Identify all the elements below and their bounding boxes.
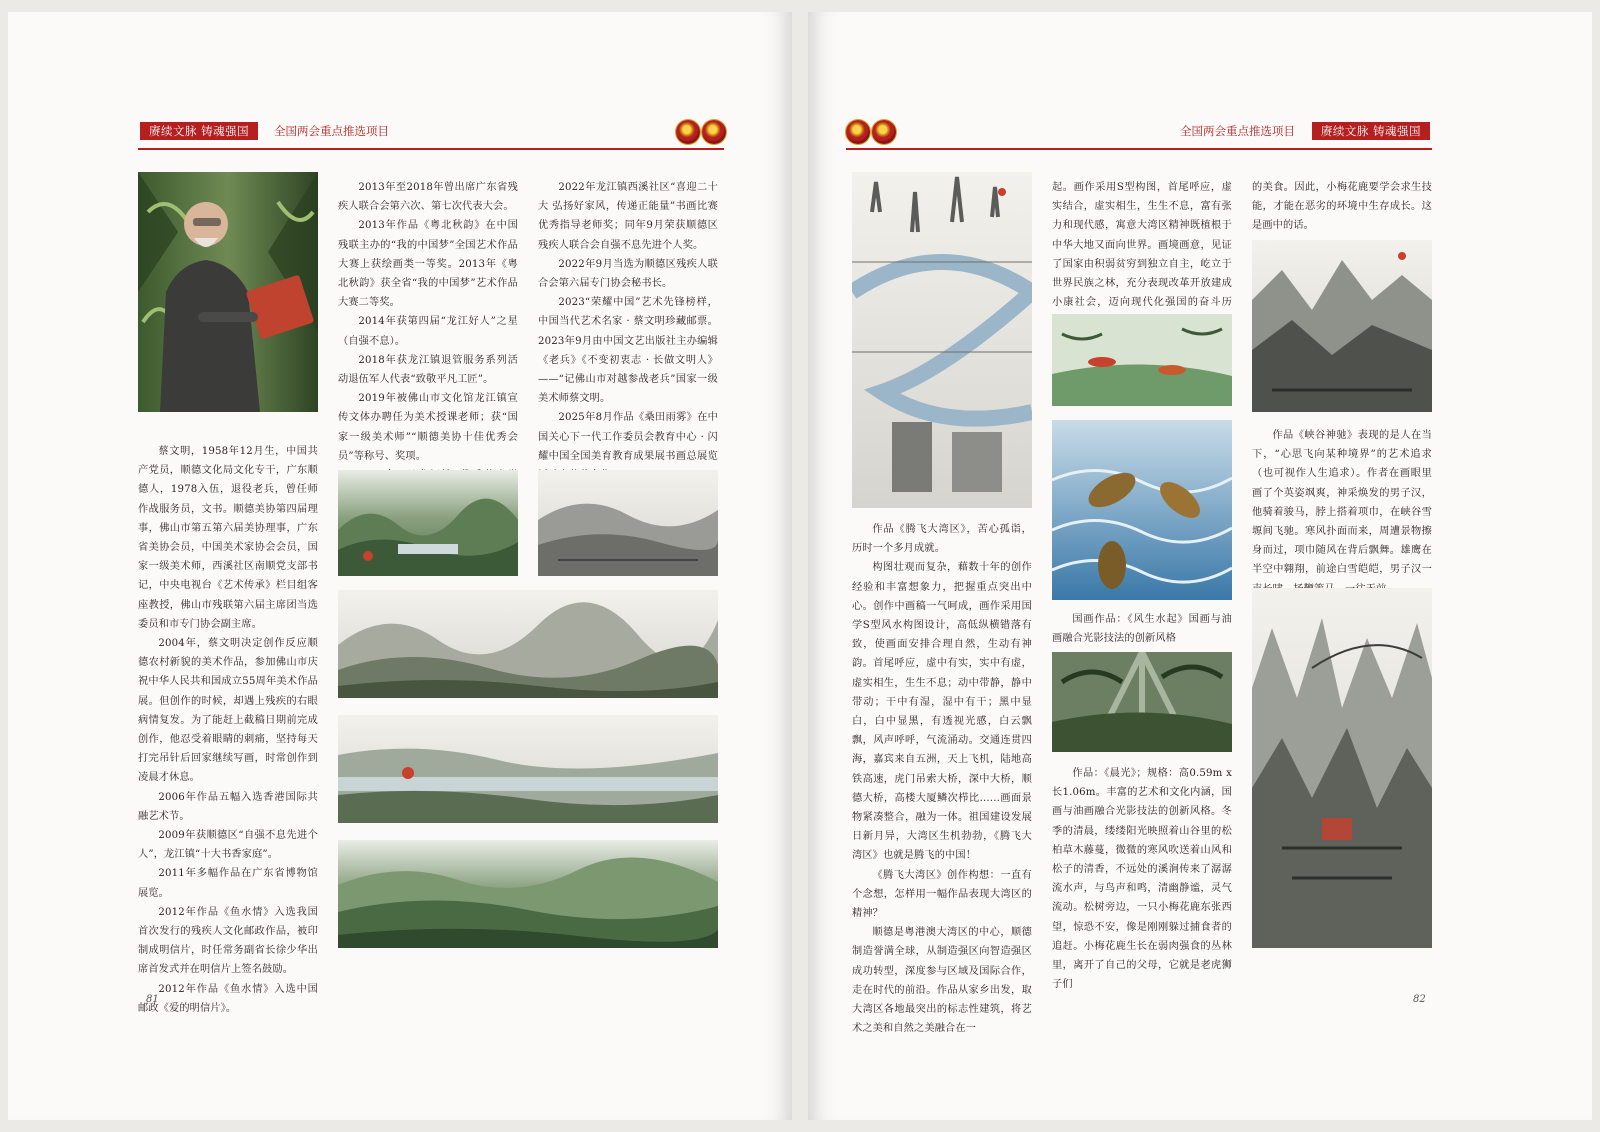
emblem-icon bbox=[702, 120, 726, 144]
painting-mountain-scroll bbox=[338, 590, 718, 698]
page-number: 81 bbox=[146, 994, 159, 1005]
right-col2-caption bbox=[1052, 610, 1232, 648]
painting-morning-light bbox=[1052, 652, 1232, 752]
paragraph: 2011年多幅作品在广东省博物馆展览。 bbox=[138, 868, 318, 899]
paragraph: 起。画作采用S型构图，首尾呼应，虚实结合，虚实相生，生生不息，富有张力和现代感，寓意大湾区精神既植根于中华大地又面向世界。画境画意，见证了国家由积弱贫穷到独立自主，屹立于世界民族之林，充分表现改革开放建成小康社会，迈向现代化强国的奋斗历 bbox=[1052, 182, 1232, 309]
left-col3 bbox=[538, 178, 718, 485]
left-col2 bbox=[338, 178, 518, 504]
emblem-icon bbox=[676, 120, 700, 144]
paragraph: 构图壮观而复杂，藉数十年的创作经验和丰富想象力，把握重点突出中心。创作中画稿一气呵成，画作采用国学S型风水构图设计，高低纵横错落有致，使画面安排合理自然，生动有神韵。首尾呼应，虚中有实，实中有虚，虚实相生，生生不息；动中带静，静中带动；干中有湿，湿中有干；黑中显白，白中显黑，有透视光感，白云飘飘，风声呼呼，气流涌动。交通连贯四海，嘉宾来自五洲，天上飞机，陆地高铁高速，虎门吊索大桥，深中大桥，顺德大桥，高楼大厦鳞次栉比……画面景物紧凑整合，融为一体。祖国建设发展日新月异，大湾区生机勃勃，《腾飞大湾区》也就是腾飞的中国！ bbox=[852, 562, 1032, 862]
paragraph: 顺德是粤港澳大湾区的中心，顺德制造誉满全球，从制造强区向智造强区成功转型，深度参与区域及国际合作，走在时代的前沿。作品从家乡出发，取大湾区各地最突出的标志性建筑，将艺术之美和自然之美融合在一 bbox=[852, 927, 1032, 1035]
paragraph: 2009年获顺德区“自强不息先进个人”，龙江镇“十大书香家庭”。 bbox=[138, 830, 318, 861]
painting-fish-in-water bbox=[1052, 420, 1232, 600]
paragraph: 作品《峡谷神驰》表现的是人在当下，“心思飞向某种境界”的艺术追求（也可视作人生追求）。作者在画眼里画了个英姿飒爽，神采焕发的男子汉，他骑着骏马，脖上搭着项巾，在峡谷雪塬间飞驰。寒风扑面而来，周遭景物擦身而过，项巾随风在背后飘舞。雄鹰在半空中翱翔，前途白雪皑皑，男子汉一 bbox=[1252, 430, 1432, 576]
painting-canyon-rider bbox=[1252, 240, 1432, 412]
right-col3-mid bbox=[1252, 426, 1432, 599]
paragraph: 2012年作品《鱼水情》入选中国邮政《爱的明信片》。 bbox=[138, 983, 318, 1014]
painting-landscape bbox=[338, 470, 518, 576]
paragraph: 《腾飞大湾区》创作构想：一直有个念想，怎样用一幅作品表现大湾区的精神？ bbox=[852, 869, 1032, 920]
header-rule bbox=[846, 148, 1432, 150]
right-header bbox=[846, 120, 1432, 150]
right-col1 bbox=[852, 520, 1032, 1038]
right-page bbox=[808, 12, 1592, 1120]
paragraph: 2023“荣耀中国”艺术先锋榜样，中国当代艺术名家 · 蔡文明珍藏邮票。2023年9月由中国文艺出版社主办编辑《老兵》《不变初衷志 · 长做文明人》——“记佛山市对越参战老兵”国家一级美术师蔡文明。 bbox=[538, 297, 718, 405]
paragraph: 2012年作品《鱼水情》入选我国首次发行的残疾人文化邮政作品，被印制成明信片，时任常务副省长徐少华出席首发式并在明信片上签名鼓励。 bbox=[138, 906, 318, 976]
painting-village bbox=[538, 470, 718, 576]
painting-green-valley bbox=[338, 840, 718, 948]
author-portrait bbox=[138, 172, 318, 412]
emblem-icon bbox=[846, 120, 870, 144]
paragraph: 2022年龙江镇西溪社区“喜迎二十大 弘扬好家风，传递正能量”书画比赛优秀指导老师奖；同年9月荣获顺德区残疾人联合会自强不息先进个人奖。 bbox=[538, 182, 718, 251]
left-page bbox=[8, 12, 792, 1120]
painting-greater-bay-area bbox=[852, 172, 1032, 508]
header-project: 全国两会重点推选项目 bbox=[1180, 124, 1295, 138]
left-header bbox=[138, 120, 724, 150]
paragraph: 2006年作品五幅入选香港国际共融艺术节。 bbox=[138, 791, 318, 822]
paragraph: 作品：《晨光》；规格：高0.59m x 长1.06m。丰富的艺术和文化内涵，国画与油画融合光影技法的创新风格。冬季的清晨，缕缕阳光映照着山谷里的松柏草木藤蔓，微微的寒风吹送着山风和松子的清香，不远处的溪涧传来了潺潺流水声，与鸟声和鸣，清幽静谧，灵气流动。松树旁边，一只小梅花鹿东张西望，惊恐不安，像是刚刚躲过捕食者的追赶。小梅花鹿生长在弱肉强食的丛林里，离开了自己的父母，它就是老虎狮子们 bbox=[1052, 768, 1232, 991]
figure-caption: 作品《腾飞大湾区》，苦心孤诣，历时一个多月成就。 bbox=[852, 524, 1032, 555]
header-rule bbox=[138, 148, 724, 150]
painting-fish-pond bbox=[1052, 314, 1232, 406]
painting-gorge-bridge bbox=[1252, 588, 1432, 948]
paragraph: 2019年被佛山市文化馆龙江镇宣传文体办聘任为美术授课老师；获“国家一级美术师”“顺德美协十佳优秀会员”等称号、奖项。 bbox=[338, 393, 518, 462]
header-badge: 赓续文脉 铸魂强国 bbox=[140, 122, 258, 140]
painting-river-town bbox=[338, 715, 718, 823]
paragraph: 的美食。因此，小梅花鹿要学会求生技能，才能在恶劣的环境中生存成长。这是画中的话。 bbox=[1252, 182, 1432, 232]
paragraph: 2025年8月作品《桑田雨雾》在中国关心下一代工作委员会教育中心 · 闪耀中国全国美育教育成果展书画总展览 bbox=[538, 412, 718, 462]
paragraph: 2022年9月当选为顺德区残疾人联合会第六届专门协会秘书长。 bbox=[538, 258, 718, 290]
paragraph: 2013年作品《粤北秋韵》在中国残联主办的“我的中国梦”全国艺术作品大赛上获绘画类一等奖。2013年《粤北秋韵》获全省“我的中国梦”艺术作品大赛二等奖。 bbox=[338, 220, 518, 309]
figure-caption: 国画作品：《风生水起》国画与油画融合光影技法的创新风格 bbox=[1052, 614, 1232, 645]
paragraph: 2013年至2018年曾出席广东省残疾人联合会第六次、第七次代表大会。 bbox=[338, 182, 518, 213]
right-col2-bottom bbox=[1052, 764, 1232, 994]
paragraph: 2004年，蔡文明决定创作反应顺德农村新貌的美术作品，参加佛山市庆祝中华人民共和国成立55周年美术作品展。但创作的时候，却遇上残疾的右眼病情复发。为了能赶上截稿日期前完成创作，他忍受着眼睛的刺痛，坚持每天打完吊针后回家继续写画，时常创作到凌晨才休息。 bbox=[138, 638, 318, 784]
paragraph: 2014年获第四届“龙江好人”之星（自强不息）。 bbox=[338, 316, 518, 347]
header-badge: 赓续文脉 铸魂强国 bbox=[1312, 122, 1430, 140]
paragraph: 2018年获龙江镇退管服务系列活动退伍军人代表“致敬平凡工匠”。 bbox=[338, 354, 518, 386]
page-number: 82 bbox=[1413, 994, 1426, 1005]
right-col2-top bbox=[1052, 178, 1232, 332]
right-col3-top bbox=[1252, 178, 1432, 236]
header-project: 全国两会重点推选项目 bbox=[274, 124, 389, 138]
left-col1 bbox=[138, 442, 318, 1018]
paragraph: 蔡文明，1958年12月生，中国共产党员，顺德文化局文化专干，广东顺德人，1978入伍，退役老兵，曾任师作战服务员，文书。顺德美协第四届理事，佛山市第五第六届美协理事，广东省美协会员，中国美术家协会会员，国家一级美术师，西溪社区南顺党支部书记，中央电视台《艺术传承》栏目组客座教授，佛山市残联第六届主席团当选委员和市专门协会副主席。 bbox=[138, 446, 318, 630]
emblem-icon bbox=[872, 120, 896, 144]
